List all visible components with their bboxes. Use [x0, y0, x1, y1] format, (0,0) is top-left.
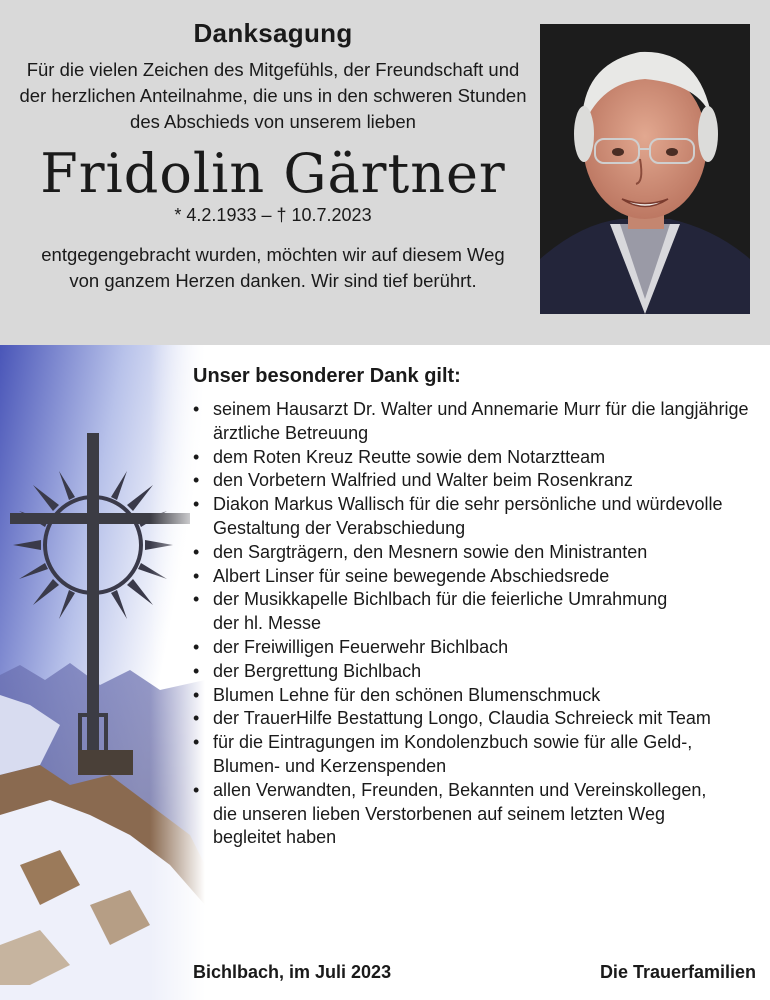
deceased-name: Fridolin Gärtner — [40, 142, 506, 205]
list-item-line: Gestaltung der Verabschiedung — [213, 517, 466, 538]
thanks-section — [193, 365, 763, 850]
list-item — [193, 588, 763, 636]
list-item — [193, 684, 763, 708]
list-item — [193, 707, 763, 731]
list-item-line: den Vorbetern Walfried und Walter beim Rosenkranz — [213, 470, 633, 491]
thanks-heading: Unser besonderer Dank gilt: — [193, 365, 461, 387]
list-item — [193, 565, 763, 589]
list-item-line: Albert Linser für seine bewegende Abschiedsrede — [213, 565, 610, 586]
page-title: Danksagung — [193, 18, 353, 48]
intro-line: des Abschieds von unserem lieben — [130, 111, 416, 132]
outro-line: von ganzem Herzen danken. Wir sind tief berührt. — [69, 270, 477, 291]
list-item-line: Diakon Markus Wallisch für die sehr persönliche und würdevolle — [213, 494, 723, 515]
list-item-line: seinem Hausarzt Dr. Walter und Annemarie Murr für die langjährige — [213, 399, 749, 419]
list-item-line: Blumen- und Kerzenspenden — [213, 755, 447, 776]
list-item — [193, 660, 763, 684]
list-item — [193, 469, 763, 493]
list-item-line: die unseren lieben Verstorbenen auf seinem letzten Weg — [213, 803, 665, 824]
header-text-block — [8, 18, 538, 294]
outro-line: entgegengebracht wurden, möchten wir auf diesem Weg — [41, 244, 505, 265]
list-item-line: für die Eintragungen im Kondolenzbuch sowie für alle Geld-, — [213, 732, 693, 753]
portrait-photo — [540, 24, 750, 314]
intro-line: der herzlichen Anteilnahme, die uns in den schweren Stunden — [19, 85, 527, 106]
summit-cross-image — [0, 345, 205, 1000]
list-item-line: allen Verwandten, Freunden, Bekannten und Vereinskollegen, — [213, 779, 707, 800]
list-item — [193, 398, 763, 446]
thanks-list — [193, 398, 763, 850]
outro-text — [8, 242, 538, 294]
list-item-line: ärztliche Betreuung — [213, 422, 369, 443]
place-date: Bichlbach, im Juli 2023 — [193, 962, 392, 982]
intro-line: Für die vielen Zeichen des Mitgefühls, der Freundschaft und — [26, 59, 520, 80]
life-dates: * 4.2.1933 – † 10.7.2023 — [174, 205, 372, 225]
list-item-line: der Bergrettung Bichlbach — [213, 660, 422, 681]
list-item — [193, 636, 763, 660]
signature: Die Trauerfamilien — [599, 962, 756, 982]
list-item-line: der Freiwilligen Feuerwehr Bichlbach — [213, 636, 509, 657]
list-item — [193, 493, 763, 541]
header-panel — [0, 0, 770, 345]
list-item — [193, 779, 763, 850]
list-item — [193, 731, 763, 779]
intro-text — [8, 57, 538, 135]
list-item — [193, 541, 763, 565]
list-item-line: der Musikkapelle Bichlbach für die feierliche Umrahmung — [213, 589, 668, 610]
list-item-line: der hl. Messe — [213, 613, 322, 634]
list-item-line: Blumen Lehne für den schönen Blumenschmuck — [213, 684, 601, 705]
list-item-line: dem Roten Kreuz Reutte sowie dem Notarztteam — [213, 446, 606, 467]
list-item — [193, 446, 763, 470]
list-item-line: begleitet haben — [213, 827, 337, 848]
list-item-line: den Sargträgern, den Mesnern sowie den Ministranten — [213, 541, 648, 562]
list-item-line: der TrauerHilfe Bestattung Longo, Claudia Schreieck mit Team — [213, 708, 711, 729]
